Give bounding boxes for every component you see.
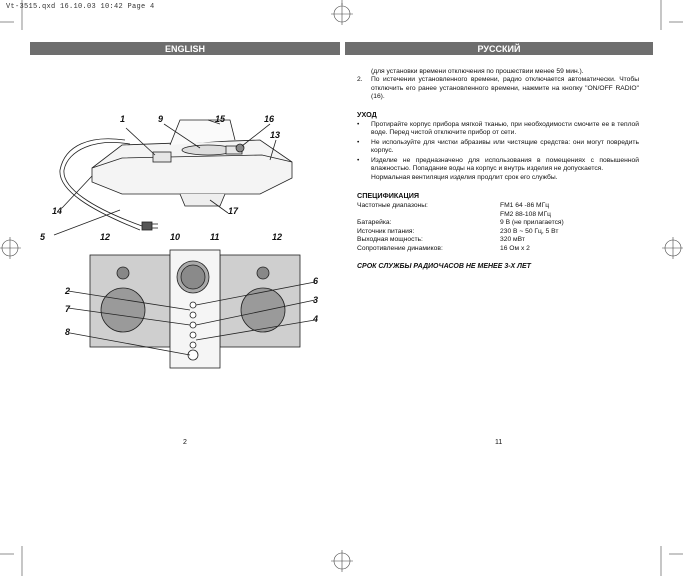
callout-6: 6	[313, 276, 319, 286]
care-bullet	[357, 121, 639, 138]
spec-key	[357, 211, 500, 219]
callout-4: 4	[313, 314, 319, 324]
spec-value: 9 В (не прилагается)	[500, 219, 564, 227]
spec-value: 320 мВт	[500, 235, 525, 243]
product-illustration	[30, 100, 340, 380]
spec-row	[357, 211, 639, 219]
callout-1: 1	[120, 114, 126, 124]
callout-16: 16	[264, 114, 275, 124]
timer-step-2	[357, 76, 639, 101]
page-number-left: 2	[183, 439, 187, 446]
bullet-icon: •	[357, 156, 360, 164]
callout-13: 13	[270, 130, 281, 140]
bullet-icon: •	[357, 138, 360, 146]
spec-key: Частотные диапазоны:	[357, 202, 428, 210]
russian-content	[357, 68, 639, 271]
care-bullet-text: Не используйте для чистки абразивы или чистящие средства: они могут повредить корпус.	[371, 138, 639, 155]
spec-row	[357, 228, 639, 236]
spec-value: FM1 64 -86 МГц	[500, 202, 550, 210]
spec-value: 230 В ~ 50 Гц, 5 Вт	[500, 227, 559, 235]
callout-12-left: 12	[100, 232, 111, 242]
callout-2: 2	[65, 286, 71, 296]
spec-value: 16 Ом х 2	[500, 245, 530, 253]
callout-7: 7	[65, 304, 71, 314]
callout-12-right: 12	[272, 232, 283, 242]
callout-5: 5	[40, 232, 46, 242]
spec-key: Выходная мощность:	[357, 235, 423, 243]
page-number-right: 11	[495, 439, 503, 446]
spec-key: Сопротивление динамиков:	[357, 245, 443, 253]
callout-14: 14	[52, 206, 63, 216]
spec-key: Батарейка:	[357, 219, 392, 227]
service-life-note: СРОК СЛУЖБЫ РАДИОЧАСОВ НЕ МЕНЕЕ 3-Х ЛЕТ	[357, 262, 531, 270]
callout-17: 17	[228, 206, 239, 216]
step-text: По истечении установленного времени, радио отключается автоматически. Чтобы отключить его ранее установленного времени, нажмите на кнопку "ON/OFF RADIO" (16).	[371, 76, 639, 101]
care-bullet	[357, 157, 639, 174]
care-title: УХОД	[357, 109, 377, 119]
spec-row	[357, 219, 639, 227]
language-bar-english: ENGLISH	[30, 42, 340, 55]
callout-8: 8	[65, 327, 71, 337]
callout-9: 9	[158, 114, 164, 124]
callout-15: 15	[215, 114, 226, 124]
care-bullet-text: Протирайте корпус прибора мягкой тканью, при необходимости смочите ее в теплой воде. Перед чистой отключите прибор от сети.	[371, 121, 639, 137]
callout-10: 10	[170, 232, 181, 242]
file-header: Vt-3515.qxd 16.10.03 10:42 Page 4	[6, 3, 155, 11]
spec-row	[357, 202, 639, 210]
callout-11: 11	[210, 232, 220, 242]
callout-3: 3	[313, 295, 319, 305]
care-bullet-text: Изделие не предназначено для использования в помещениях с повышенной влажностью. Попадание воды на корпус и внутрь изделия не допускается.	[371, 156, 639, 173]
spec-row	[357, 236, 639, 244]
timer-continuation: (для установки времени отключения по прошествии менее 59 мин.).	[371, 68, 584, 75]
spec-key: Источник питания:	[357, 227, 415, 235]
spec-row	[357, 245, 639, 253]
step-number: 2.	[357, 76, 363, 84]
care-bullet	[357, 139, 639, 156]
spec-value: FM2 88-108 МГц	[500, 210, 551, 218]
specs-title: СПЕЦИФИКАЦИЯ	[357, 190, 420, 200]
bullet-icon: •	[357, 121, 360, 129]
care-note: Нормальная вентиляция изделия продлит срок его службы.	[371, 174, 558, 182]
language-bar-russian: РУССКИЙ	[345, 42, 653, 55]
